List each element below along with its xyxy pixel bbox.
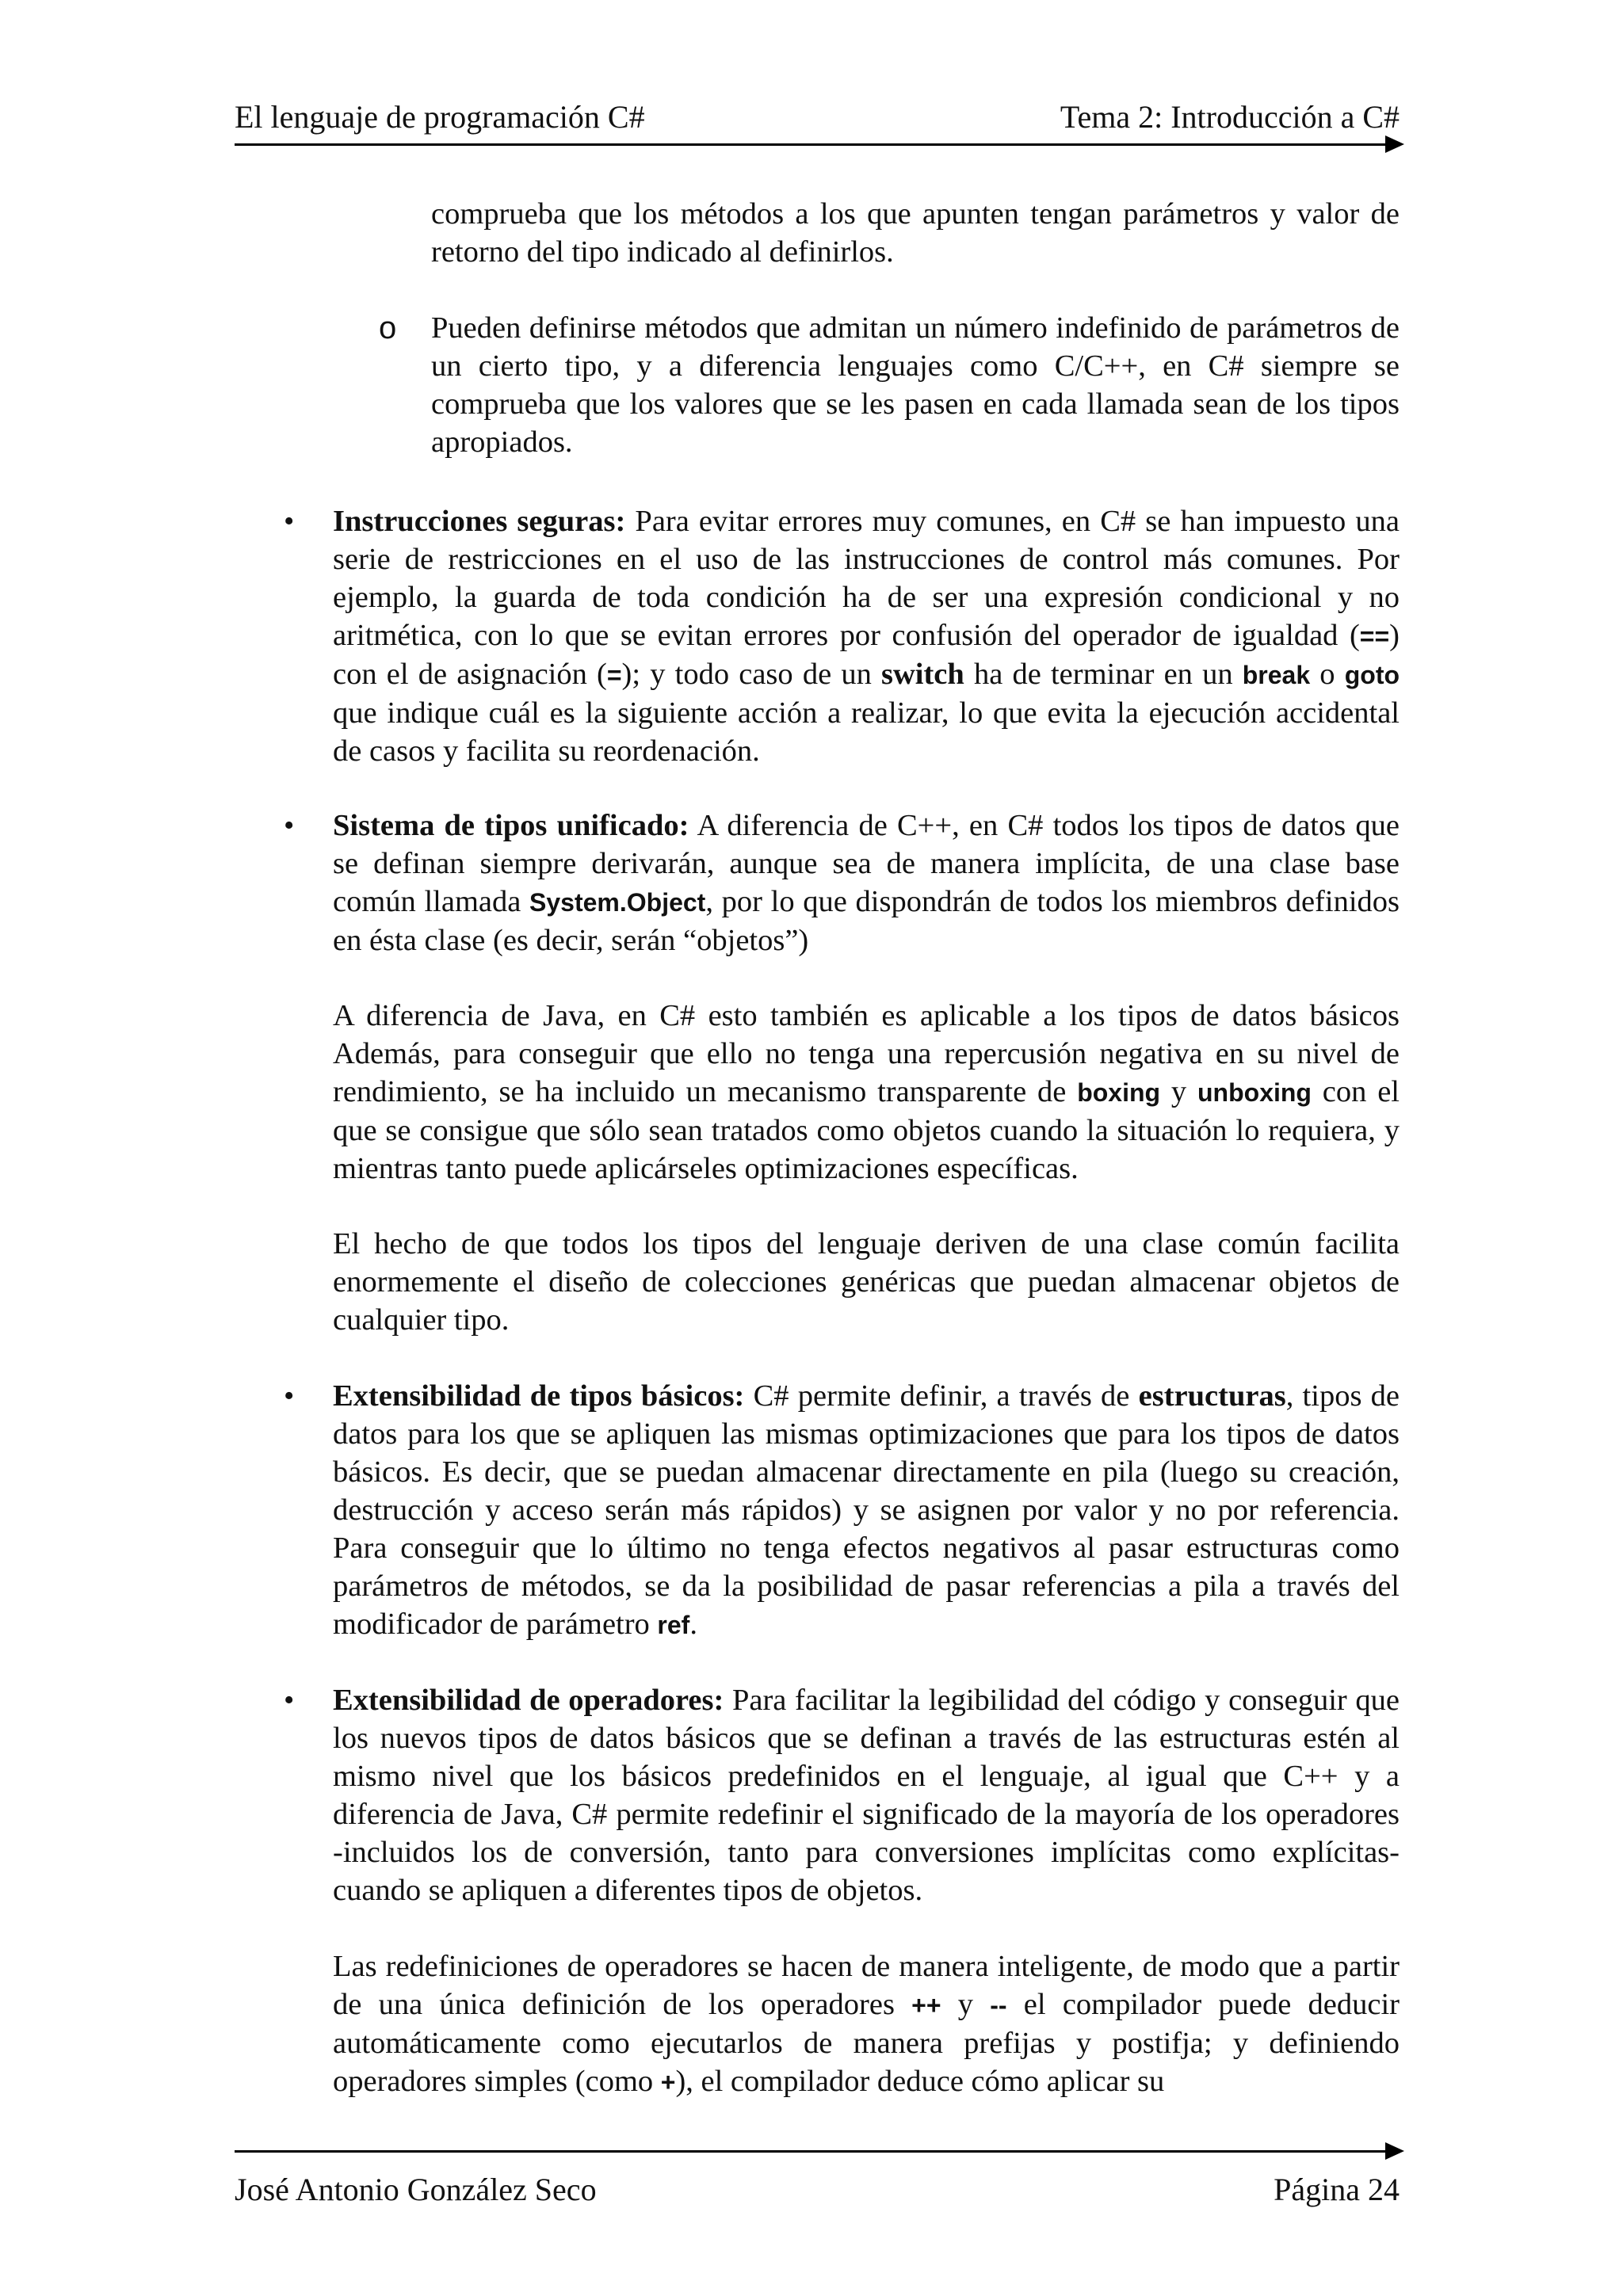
footer-page-number: Página 24 (1274, 2172, 1400, 2207)
header-right-title: Tema 2: Introducción a C# (1060, 99, 1400, 135)
text-run: el compilador puede deducir automáticamente como ejecutarlos de manera prefijas y postifja; y definiendo operadores simples (como (333, 1988, 1400, 2098)
code-term: + (660, 2068, 676, 2096)
text-run: que indique cuál es la siguiente acción a realizar, lo que evita la ejecución accidental de casos y facilita su reordenación. (333, 696, 1400, 768)
bullet-title: Extensibilidad de operadores: (333, 1684, 724, 1717)
header-arrowhead-icon (1385, 135, 1404, 153)
text-run: A diferencia de Java, en C# esto también es aplicable a los tipos de datos básicos Además, para conseguir que ello no tenga una repercusión negativa en su nivel de rendimiento, se ha incluido un mecanismo transparente de (333, 999, 1400, 1108)
text-run: ); y todo caso de un (621, 658, 881, 691)
code-term: System.Object (529, 888, 706, 917)
bullet-marker-4: • (284, 1684, 295, 1717)
sub-bullet-paragraph: Pueden definirse métodos que admitan un número indefinido de parámetros de un cierto tipo, y a diferencia lenguajes como C/C++, en C# siempre se comprueba que los valores que se les pasen en cada llamada sean de los tipos apropiados. (431, 311, 1400, 459)
paragraph-boxing (333, 997, 1400, 1188)
code-term: ref (657, 1611, 690, 1639)
footer-rule (235, 2150, 1387, 2153)
bullet-paragraph-extensibilidad-tipos (333, 1377, 1400, 1644)
bullet-paragraph-extensibilidad-operadores (333, 1681, 1400, 1909)
text-run: ), el compilador deduce cómo aplicar su (675, 2065, 1165, 2098)
text-run: Para facilitar la legibilidad del código y conseguir que los nuevos tipos de datos básicos que se definan a través de las estructuras estén al mismo nivel que los básicos predefinidos en el lenguaje, al igual que C++ y a diferencia de Java, C# permite redefinir el significado de la mayoría de los operadores -incluidos los de conversión, tanto para conversiones implícitas como explícitas- cuando se apliquen a diferentes tipos de objetos. (333, 1684, 1400, 1907)
text-run: y (1160, 1075, 1197, 1108)
code-term: unboxing (1197, 1078, 1312, 1107)
bullet-marker-2: • (284, 809, 295, 842)
paragraph-continuation: comprueba que los métodos a los que apunten tengan parámetros y valor de retorno del tipo indicado al definirlos. (431, 197, 1400, 269)
text-run: y (941, 1988, 991, 2021)
text-run: . (689, 1608, 697, 1641)
paragraph-redefiniciones (333, 1947, 1400, 2101)
bullet-title: Extensibilidad de tipos básicos: (333, 1379, 745, 1413)
footer-arrowhead-icon (1385, 2142, 1404, 2160)
bullet-paragraph-instrucciones-seguras (333, 502, 1400, 770)
code-term: goto (1344, 661, 1400, 689)
text-run: Las redefiniciones de operadores se hacen de manera inteligente, de modo que a partir de una única definición de los operadores (333, 1950, 1400, 2021)
bold-term: estructuras (1138, 1379, 1286, 1413)
text-run: A diferencia de C++, en C# todos los tipos de datos que se definan siempre derivarán, aunque sea de manera implícita, de una clase base común llamada (333, 809, 1400, 918)
code-term: boxing (1077, 1078, 1161, 1107)
header-left-title: El lenguaje de programación C# (235, 99, 645, 135)
code-term: -- (990, 1991, 1007, 2019)
code-term: = (606, 661, 622, 689)
bullet-marker-3: • (284, 1379, 295, 1413)
text-run: Para evitar errores muy comunes, en C# se han impuesto una serie de restricciones en el uso de las instrucciones de control más comunes. Por ejemplo, la guarda de toda condición ha de ser una expresión condicional y no aritmética, con lo que se evitan errores por confusión del operador de igualdad ( (333, 505, 1400, 652)
text-run: ha de terminar en un (964, 658, 1243, 691)
footer-author: José Antonio González Seco (235, 2172, 597, 2207)
paragraph-colecciones: El hecho de que todos los tipos del lenguaje deriven de una clase común facilita enormemente el diseño de colecciones genéricas que puedan almacenar objetos de cualquier tipo. (333, 1227, 1400, 1337)
bold-term: switch (881, 658, 964, 691)
header-rule (235, 143, 1387, 146)
sub-bullet-marker: o (379, 311, 397, 345)
code-term: ++ (911, 1991, 941, 2019)
text-run: , por lo que dispondrán de todos los miembros definidos en ésta clase (es decir, serán “objetos”) (333, 885, 1400, 957)
text-run: , tipos de datos para los que se apliquen las mismas optimizaciones que para los tipos de datos básicos. Es decir, que se puedan almacenar directamente en pila (luego su creación, destrucción y acceso serán más rápidos) y se asignen por valor y no por referencia. Para conseguir que lo último no tenga efectos negativos al pasar estructuras como parámetros de métodos, se da la posibilidad de pasar referencias a pila a través del modificador de parámetro (333, 1379, 1400, 1641)
code-term: == (1359, 622, 1390, 650)
bullet-marker-1: • (284, 505, 295, 538)
text-run: ) con el de asignación ( (333, 619, 1400, 691)
bullet-title: Sistema de tipos unificado: (333, 809, 689, 842)
code-term: break (1242, 661, 1311, 689)
text-run: C# permite definir, a través de (744, 1379, 1139, 1413)
bullet-paragraph-sistema-de-tipos (333, 807, 1400, 959)
bullet-title: Instrucciones seguras: (333, 505, 626, 538)
text-run: con el que se consigue que sólo sean tratados como objetos cuando la situación lo requiera, y mientras tanto puede aplicárseles optimizaciones específicas. (333, 1075, 1400, 1185)
text-run: o (1310, 658, 1345, 691)
